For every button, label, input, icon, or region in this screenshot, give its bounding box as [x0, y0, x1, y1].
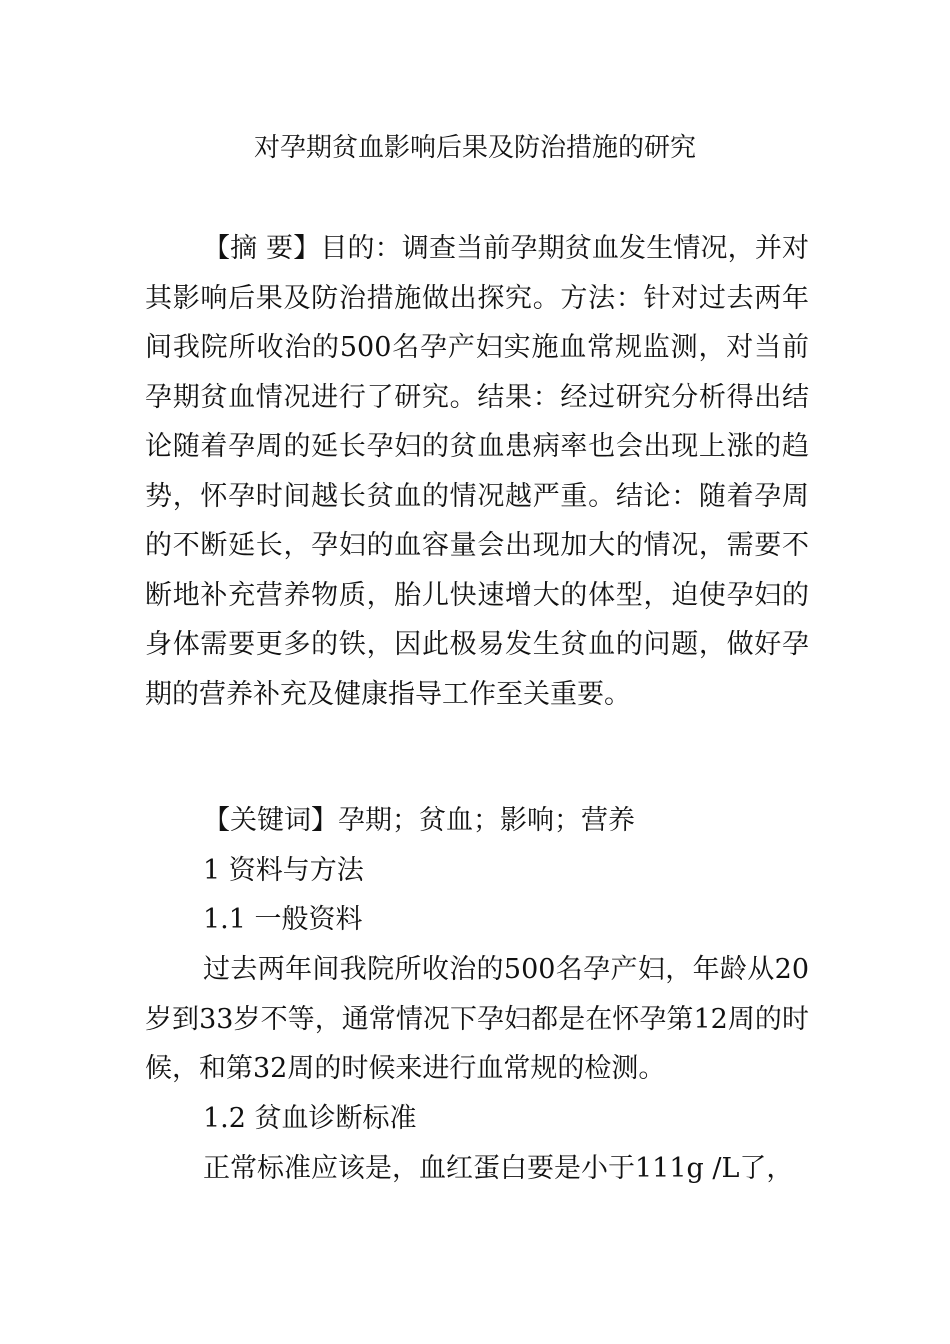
abstract-label: 【摘 要】: [203, 233, 321, 264]
keywords-text: 孕期；贫血；影响；营养: [338, 805, 635, 836]
document-title: 对孕期贫血影响后果及防治措施的研究: [253, 133, 696, 163]
general-info-paragraph: 过去两年间我院所收治的500名孕产妇，年龄从20岁到33岁不等，通常情况下孕妇都是在怀孕第12周的时候，和第32周的时候来进行血常规的检测。: [145, 954, 809, 1084]
section-heading-1-2: 1.2 贫血诊断标准: [203, 1103, 417, 1134]
abstract-paragraph: [145, 224, 809, 719]
diagnosis-paragraph: 正常标准应该是，血红蛋白要是小于111g /L了，: [203, 1153, 794, 1184]
abstract-text: 目的：调查当前孕期贫血发生情况，并对其影响后果及防治措施做出探究。方法：针对过去两年间我院所收治的500名孕产妇实施血常规监测，对当前孕期贫血情况进行了研究。结果：经过研究分析得出结论随着孕周的延长孕妇的贫血患病率也会出现上涨的趋势，怀孕时间越长贫血的情况越严重。结论：随着孕周的不断延长，孕妇的血容量会出现加大的情况，需要不断地补充营养物质，胎儿快速增大的体型，迫使孕妇的身体需要更多的铁，因此极易发生贫血的问题，做好孕期的营养补充及健康指导工作至关重要。: [145, 233, 809, 710]
keywords-line: [145, 796, 809, 846]
section-heading-1: 1 资料与方法: [203, 855, 364, 886]
section-heading-1-1: 1.1 一般资料: [203, 904, 363, 935]
keywords-label: 【关键词】: [203, 805, 338, 836]
